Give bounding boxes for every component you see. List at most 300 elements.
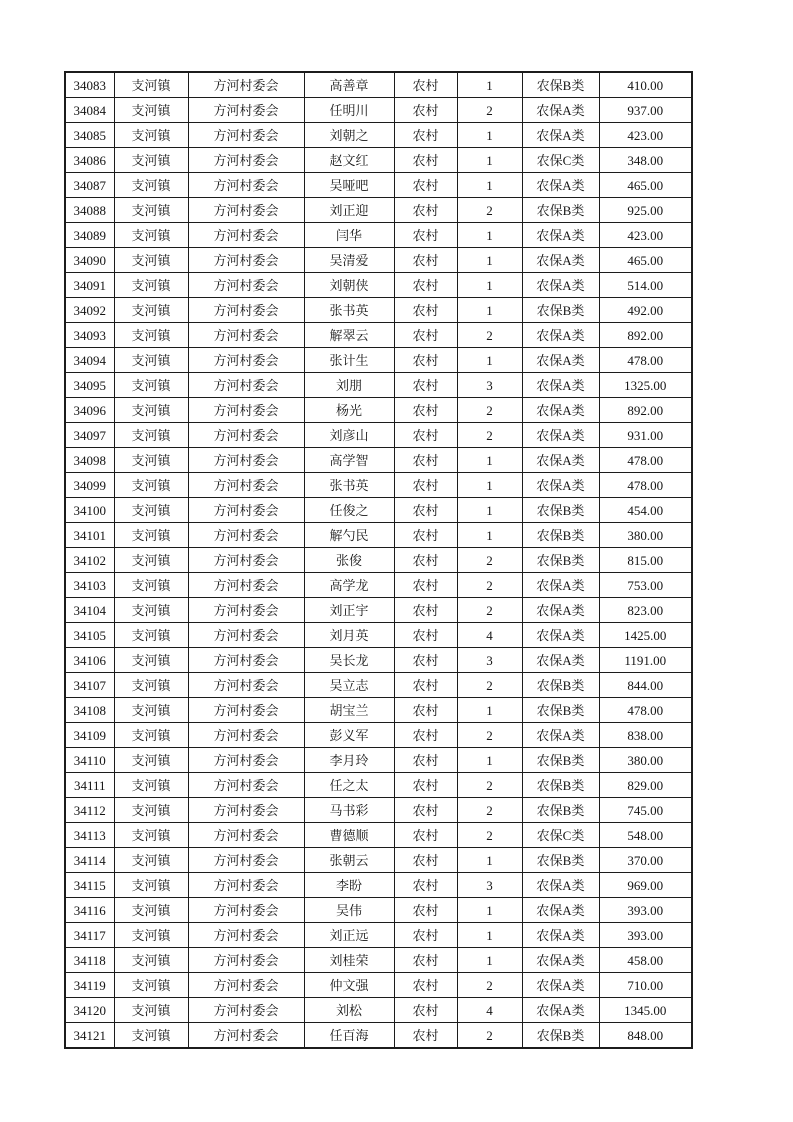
cell-amount: 823.00	[599, 598, 692, 623]
cell-person-count: 1	[457, 123, 522, 148]
cell-town: 支河镇	[114, 348, 188, 373]
cell-person-name: 吴清爱	[304, 248, 394, 273]
cell-person-count: 1	[457, 848, 522, 873]
cell-village-committee: 方河村委会	[188, 798, 304, 823]
cell-residence-type: 农村	[394, 748, 457, 773]
cell-person-count: 3	[457, 648, 522, 673]
table-row	[65, 873, 692, 898]
cell-person-count: 1	[457, 698, 522, 723]
cell-town: 支河镇	[114, 673, 188, 698]
cell-person-name: 任之太	[304, 773, 394, 798]
cell-person-count: 1	[457, 448, 522, 473]
cell-insurance-category: 农保A类	[522, 648, 599, 673]
cell-amount: 423.00	[599, 123, 692, 148]
table-row	[65, 423, 692, 448]
cell-person-count: 2	[457, 398, 522, 423]
cell-person-count: 1	[457, 498, 522, 523]
cell-serial-number: 34114	[65, 848, 114, 873]
cell-village-committee: 方河村委会	[188, 748, 304, 773]
cell-residence-type: 农村	[394, 473, 457, 498]
cell-insurance-category: 农保B类	[522, 498, 599, 523]
cell-person-name: 马书彩	[304, 798, 394, 823]
cell-town: 支河镇	[114, 123, 188, 148]
cell-town: 支河镇	[114, 798, 188, 823]
table-row	[65, 848, 692, 873]
table-row	[65, 348, 692, 373]
cell-insurance-category: 农保A类	[522, 948, 599, 973]
cell-person-name: 吴立志	[304, 673, 394, 698]
cell-insurance-category: 农保A类	[522, 723, 599, 748]
cell-person-name: 刘桂荣	[304, 948, 394, 973]
cell-village-committee: 方河村委会	[188, 573, 304, 598]
cell-town: 支河镇	[114, 373, 188, 398]
cell-insurance-category: 农保A类	[522, 123, 599, 148]
cell-residence-type: 农村	[394, 248, 457, 273]
cell-village-committee: 方河村委会	[188, 248, 304, 273]
cell-residence-type: 农村	[394, 273, 457, 298]
cell-amount: 745.00	[599, 798, 692, 823]
cell-person-count: 1	[457, 523, 522, 548]
cell-person-count: 2	[457, 773, 522, 798]
cell-person-count: 2	[457, 548, 522, 573]
cell-insurance-category: 农保B类	[522, 798, 599, 823]
cell-village-committee: 方河村委会	[188, 198, 304, 223]
cell-person-count: 1	[457, 72, 522, 98]
insurance-payment-table	[64, 71, 693, 1049]
cell-residence-type: 农村	[394, 648, 457, 673]
cell-serial-number: 34089	[65, 223, 114, 248]
cell-amount: 393.00	[599, 898, 692, 923]
cell-insurance-category: 农保A类	[522, 323, 599, 348]
cell-amount: 478.00	[599, 448, 692, 473]
cell-serial-number: 34093	[65, 323, 114, 348]
cell-town: 支河镇	[114, 598, 188, 623]
cell-insurance-category: 农保A类	[522, 873, 599, 898]
cell-village-committee: 方河村委会	[188, 148, 304, 173]
cell-person-count: 2	[457, 723, 522, 748]
cell-person-name: 曹德顺	[304, 823, 394, 848]
cell-residence-type: 农村	[394, 298, 457, 323]
cell-person-count: 2	[457, 798, 522, 823]
cell-village-committee: 方河村委会	[188, 72, 304, 98]
cell-person-name: 任百海	[304, 1023, 394, 1049]
cell-insurance-category: 农保A类	[522, 98, 599, 123]
cell-serial-number: 34120	[65, 998, 114, 1023]
cell-town: 支河镇	[114, 248, 188, 273]
cell-residence-type: 农村	[394, 948, 457, 973]
cell-town: 支河镇	[114, 498, 188, 523]
cell-serial-number: 34084	[65, 98, 114, 123]
cell-amount: 1345.00	[599, 998, 692, 1023]
table-row	[65, 98, 692, 123]
cell-residence-type: 农村	[394, 373, 457, 398]
cell-town: 支河镇	[114, 748, 188, 773]
cell-town: 支河镇	[114, 323, 188, 348]
cell-residence-type: 农村	[394, 973, 457, 998]
table-row	[65, 623, 692, 648]
cell-person-count: 4	[457, 623, 522, 648]
cell-town: 支河镇	[114, 473, 188, 498]
cell-amount: 478.00	[599, 348, 692, 373]
cell-amount: 925.00	[599, 198, 692, 223]
cell-town: 支河镇	[114, 423, 188, 448]
cell-person-count: 2	[457, 1023, 522, 1049]
table-row	[65, 248, 692, 273]
table-row	[65, 798, 692, 823]
cell-town: 支河镇	[114, 273, 188, 298]
cell-serial-number: 34109	[65, 723, 114, 748]
cell-village-committee: 方河村委会	[188, 1023, 304, 1049]
cell-serial-number: 34097	[65, 423, 114, 448]
cell-insurance-category: 农保B类	[522, 198, 599, 223]
cell-amount: 753.00	[599, 573, 692, 598]
table-row	[65, 698, 692, 723]
cell-insurance-category: 农保B类	[522, 848, 599, 873]
cell-amount: 478.00	[599, 473, 692, 498]
cell-serial-number: 34096	[65, 398, 114, 423]
cell-serial-number: 34105	[65, 623, 114, 648]
table-row	[65, 148, 692, 173]
cell-village-committee: 方河村委会	[188, 523, 304, 548]
cell-town: 支河镇	[114, 948, 188, 973]
cell-village-committee: 方河村委会	[188, 123, 304, 148]
cell-village-committee: 方河村委会	[188, 898, 304, 923]
cell-serial-number: 34091	[65, 273, 114, 298]
cell-person-name: 刘正迎	[304, 198, 394, 223]
cell-person-count: 2	[457, 823, 522, 848]
cell-insurance-category: 农保A类	[522, 448, 599, 473]
cell-amount: 423.00	[599, 223, 692, 248]
table-row	[65, 948, 692, 973]
cell-amount: 465.00	[599, 173, 692, 198]
cell-village-committee: 方河村委会	[188, 473, 304, 498]
cell-person-name: 刘正宇	[304, 598, 394, 623]
cell-serial-number: 34092	[65, 298, 114, 323]
cell-person-count: 1	[457, 298, 522, 323]
cell-person-name: 刘正远	[304, 923, 394, 948]
cell-village-committee: 方河村委会	[188, 623, 304, 648]
cell-amount: 892.00	[599, 398, 692, 423]
cell-residence-type: 农村	[394, 398, 457, 423]
cell-serial-number: 34102	[65, 548, 114, 573]
table-row	[65, 448, 692, 473]
cell-person-name: 张俊	[304, 548, 394, 573]
cell-person-name: 任俊之	[304, 498, 394, 523]
cell-residence-type: 农村	[394, 773, 457, 798]
cell-serial-number: 34101	[65, 523, 114, 548]
cell-amount: 838.00	[599, 723, 692, 748]
cell-person-name: 张书英	[304, 473, 394, 498]
cell-residence-type: 农村	[394, 223, 457, 248]
cell-residence-type: 农村	[394, 623, 457, 648]
cell-insurance-category: 农保A类	[522, 598, 599, 623]
cell-village-committee: 方河村委会	[188, 223, 304, 248]
cell-amount: 478.00	[599, 698, 692, 723]
cell-insurance-category: 农保B类	[522, 1023, 599, 1049]
cell-serial-number: 34115	[65, 873, 114, 898]
cell-serial-number: 34100	[65, 498, 114, 523]
cell-residence-type: 农村	[394, 98, 457, 123]
cell-amount: 892.00	[599, 323, 692, 348]
cell-village-committee: 方河村委会	[188, 823, 304, 848]
cell-amount: 1191.00	[599, 648, 692, 673]
table-row	[65, 273, 692, 298]
cell-person-name: 刘朋	[304, 373, 394, 398]
cell-residence-type: 农村	[394, 72, 457, 98]
cell-residence-type: 农村	[394, 173, 457, 198]
table-row	[65, 523, 692, 548]
cell-village-committee: 方河村委会	[188, 323, 304, 348]
cell-serial-number: 34085	[65, 123, 114, 148]
table-row	[65, 398, 692, 423]
cell-person-name: 刘朝侠	[304, 273, 394, 298]
cell-village-committee: 方河村委会	[188, 873, 304, 898]
cell-insurance-category: 农保A类	[522, 223, 599, 248]
cell-insurance-category: 农保B类	[522, 748, 599, 773]
cell-person-count: 2	[457, 198, 522, 223]
cell-residence-type: 农村	[394, 823, 457, 848]
cell-person-count: 3	[457, 373, 522, 398]
cell-residence-type: 农村	[394, 148, 457, 173]
cell-person-count: 1	[457, 948, 522, 973]
cell-town: 支河镇	[114, 148, 188, 173]
cell-amount: 829.00	[599, 773, 692, 798]
cell-village-committee: 方河村委会	[188, 423, 304, 448]
cell-town: 支河镇	[114, 523, 188, 548]
cell-person-name: 高学智	[304, 448, 394, 473]
table-row	[65, 373, 692, 398]
cell-amount: 458.00	[599, 948, 692, 973]
cell-person-count: 1	[457, 248, 522, 273]
cell-insurance-category: 农保A类	[522, 348, 599, 373]
cell-town: 支河镇	[114, 72, 188, 98]
cell-village-committee: 方河村委会	[188, 848, 304, 873]
cell-residence-type: 农村	[394, 423, 457, 448]
cell-amount: 380.00	[599, 748, 692, 773]
cell-town: 支河镇	[114, 898, 188, 923]
cell-amount: 393.00	[599, 923, 692, 948]
cell-amount: 380.00	[599, 523, 692, 548]
table-row	[65, 773, 692, 798]
cell-town: 支河镇	[114, 723, 188, 748]
cell-town: 支河镇	[114, 648, 188, 673]
cell-town: 支河镇	[114, 873, 188, 898]
cell-serial-number: 34088	[65, 198, 114, 223]
cell-serial-number: 34117	[65, 923, 114, 948]
cell-village-committee: 方河村委会	[188, 273, 304, 298]
table-row	[65, 173, 692, 198]
cell-insurance-category: 农保C类	[522, 823, 599, 848]
cell-serial-number: 34111	[65, 773, 114, 798]
cell-person-name: 高学龙	[304, 573, 394, 598]
cell-person-count: 1	[457, 898, 522, 923]
cell-insurance-category: 农保C类	[522, 148, 599, 173]
cell-residence-type: 农村	[394, 723, 457, 748]
cell-residence-type: 农村	[394, 573, 457, 598]
cell-insurance-category: 农保A类	[522, 423, 599, 448]
table-row	[65, 1023, 692, 1049]
cell-insurance-category: 农保A类	[522, 373, 599, 398]
cell-insurance-category: 农保A类	[522, 573, 599, 598]
cell-amount: 348.00	[599, 148, 692, 173]
cell-residence-type: 农村	[394, 898, 457, 923]
cell-person-name: 吴伟	[304, 898, 394, 923]
cell-serial-number: 34118	[65, 948, 114, 973]
cell-town: 支河镇	[114, 223, 188, 248]
table-row	[65, 498, 692, 523]
cell-serial-number: 34095	[65, 373, 114, 398]
cell-person-count: 2	[457, 573, 522, 598]
cell-residence-type: 农村	[394, 798, 457, 823]
table-row	[65, 298, 692, 323]
cell-insurance-category: 农保A类	[522, 473, 599, 498]
cell-person-count: 2	[457, 323, 522, 348]
table-row	[65, 823, 692, 848]
cell-residence-type: 农村	[394, 923, 457, 948]
cell-person-name: 张书英	[304, 298, 394, 323]
cell-village-committee: 方河村委会	[188, 98, 304, 123]
cell-person-count: 2	[457, 973, 522, 998]
cell-residence-type: 农村	[394, 123, 457, 148]
cell-village-committee: 方河村委会	[188, 448, 304, 473]
cell-person-name: 李盼	[304, 873, 394, 898]
table-row	[65, 723, 692, 748]
cell-amount: 844.00	[599, 673, 692, 698]
table-row	[65, 198, 692, 223]
cell-serial-number: 34086	[65, 148, 114, 173]
cell-town: 支河镇	[114, 998, 188, 1023]
cell-residence-type: 农村	[394, 323, 457, 348]
cell-residence-type: 农村	[394, 198, 457, 223]
cell-village-committee: 方河村委会	[188, 348, 304, 373]
cell-person-name: 彭义军	[304, 723, 394, 748]
cell-town: 支河镇	[114, 1023, 188, 1049]
cell-residence-type: 农村	[394, 498, 457, 523]
cell-village-committee: 方河村委会	[188, 373, 304, 398]
cell-person-name: 刘朝之	[304, 123, 394, 148]
cell-person-count: 2	[457, 598, 522, 623]
cell-amount: 1425.00	[599, 623, 692, 648]
cell-village-committee: 方河村委会	[188, 598, 304, 623]
cell-town: 支河镇	[114, 923, 188, 948]
table-row	[65, 748, 692, 773]
cell-serial-number: 34119	[65, 973, 114, 998]
cell-village-committee: 方河村委会	[188, 548, 304, 573]
cell-serial-number: 34083	[65, 72, 114, 98]
cell-amount: 710.00	[599, 973, 692, 998]
cell-town: 支河镇	[114, 823, 188, 848]
cell-village-committee: 方河村委会	[188, 673, 304, 698]
cell-person-count: 1	[457, 473, 522, 498]
cell-town: 支河镇	[114, 448, 188, 473]
cell-amount: 931.00	[599, 423, 692, 448]
table-row	[65, 72, 692, 98]
cell-person-count: 1	[457, 223, 522, 248]
cell-town: 支河镇	[114, 548, 188, 573]
cell-serial-number: 34087	[65, 173, 114, 198]
cell-insurance-category: 农保A类	[522, 623, 599, 648]
cell-insurance-category: 农保A类	[522, 273, 599, 298]
cell-village-committee: 方河村委会	[188, 498, 304, 523]
cell-serial-number: 34094	[65, 348, 114, 373]
cell-insurance-category: 农保A类	[522, 998, 599, 1023]
cell-residence-type: 农村	[394, 873, 457, 898]
cell-town: 支河镇	[114, 848, 188, 873]
cell-insurance-category: 农保A类	[522, 173, 599, 198]
cell-insurance-category: 农保B类	[522, 698, 599, 723]
cell-person-name: 杨光	[304, 398, 394, 423]
cell-insurance-category: 农保A类	[522, 898, 599, 923]
cell-village-committee: 方河村委会	[188, 723, 304, 748]
cell-amount: 454.00	[599, 498, 692, 523]
cell-person-name: 胡宝兰	[304, 698, 394, 723]
cell-residence-type: 农村	[394, 673, 457, 698]
cell-village-committee: 方河村委会	[188, 948, 304, 973]
cell-insurance-category: 农保A类	[522, 923, 599, 948]
cell-village-committee: 方河村委会	[188, 773, 304, 798]
table-row	[65, 998, 692, 1023]
cell-town: 支河镇	[114, 773, 188, 798]
table-row	[65, 598, 692, 623]
cell-insurance-category: 农保B类	[522, 298, 599, 323]
cell-residence-type: 农村	[394, 448, 457, 473]
cell-town: 支河镇	[114, 173, 188, 198]
table-row	[65, 123, 692, 148]
cell-person-name: 解勺民	[304, 523, 394, 548]
cell-village-committee: 方河村委会	[188, 998, 304, 1023]
cell-amount: 492.00	[599, 298, 692, 323]
cell-person-count: 2	[457, 673, 522, 698]
cell-village-committee: 方河村委会	[188, 698, 304, 723]
table-row	[65, 923, 692, 948]
cell-town: 支河镇	[114, 398, 188, 423]
cell-amount: 848.00	[599, 1023, 692, 1049]
table-row	[65, 898, 692, 923]
cell-residence-type: 农村	[394, 548, 457, 573]
table-row	[65, 973, 692, 998]
cell-amount: 370.00	[599, 848, 692, 873]
cell-amount: 1325.00	[599, 373, 692, 398]
table-row	[65, 473, 692, 498]
cell-residence-type: 农村	[394, 998, 457, 1023]
cell-insurance-category: 农保B类	[522, 548, 599, 573]
cell-person-name: 任明川	[304, 98, 394, 123]
cell-amount: 514.00	[599, 273, 692, 298]
cell-serial-number: 34112	[65, 798, 114, 823]
cell-amount: 465.00	[599, 248, 692, 273]
cell-person-count: 2	[457, 423, 522, 448]
cell-insurance-category: 农保B类	[522, 773, 599, 798]
cell-person-name: 刘松	[304, 998, 394, 1023]
table-row	[65, 223, 692, 248]
cell-person-name: 吴哑吧	[304, 173, 394, 198]
cell-person-name: 赵文红	[304, 148, 394, 173]
cell-person-count: 1	[457, 923, 522, 948]
cell-person-count: 3	[457, 873, 522, 898]
cell-serial-number: 34110	[65, 748, 114, 773]
cell-insurance-category: 农保A类	[522, 973, 599, 998]
cell-insurance-category: 农保B类	[522, 523, 599, 548]
cell-serial-number: 34090	[65, 248, 114, 273]
cell-person-count: 1	[457, 148, 522, 173]
cell-residence-type: 农村	[394, 848, 457, 873]
cell-person-count: 1	[457, 173, 522, 198]
table-row	[65, 673, 692, 698]
cell-residence-type: 农村	[394, 523, 457, 548]
cell-town: 支河镇	[114, 298, 188, 323]
cell-serial-number: 34116	[65, 898, 114, 923]
cell-serial-number: 34108	[65, 698, 114, 723]
